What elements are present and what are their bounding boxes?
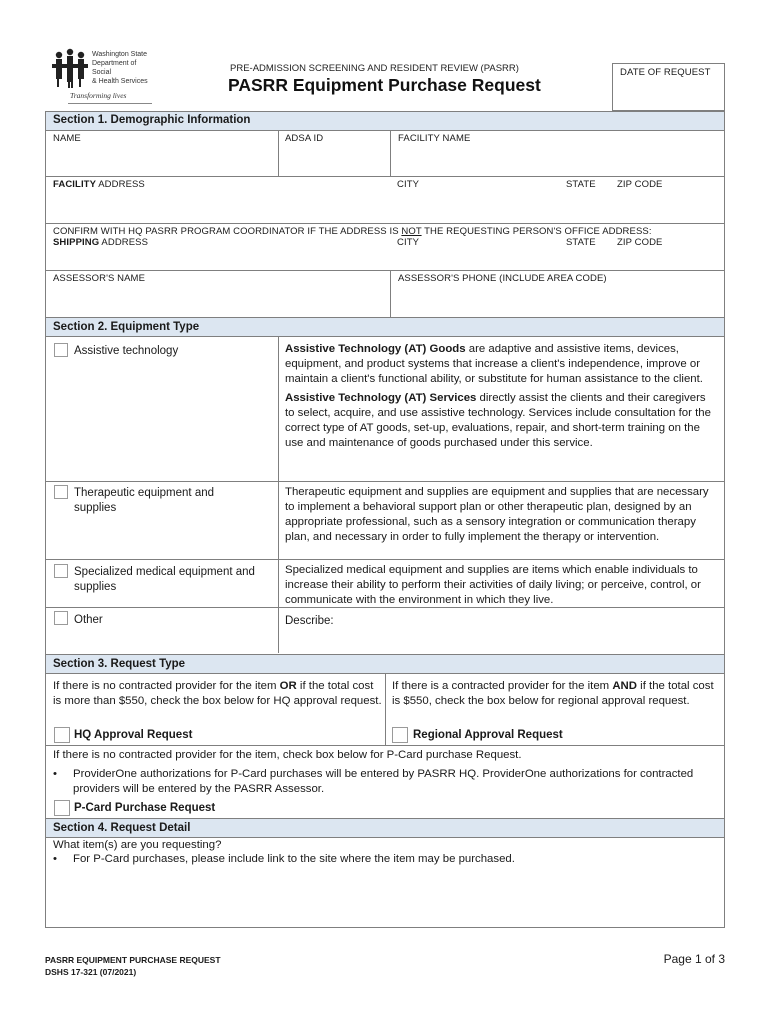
facility-name-label: FACILITY NAME bbox=[398, 133, 471, 144]
facility-address-label bbox=[53, 179, 145, 190]
left-pre: If there is no contracted provider for the item bbox=[53, 680, 280, 692]
assistive-technology-checkbox[interactable] bbox=[54, 343, 68, 357]
specialized-medical-description: Specialized medical equipment and supplies are items which enable individuals to increase their ability to perform their activities of daily living; or perceive, control, or communicate with the environment in which they live. bbox=[285, 564, 701, 606]
logo-line-1: Washington State bbox=[92, 51, 147, 58]
hq-criteria-text bbox=[53, 679, 383, 709]
people-logo-icon bbox=[52, 48, 88, 88]
confirm-post: THE REQUESTING PERSON'S OFFICE ADDRESS: bbox=[421, 226, 652, 237]
request-detail-field[interactable] bbox=[46, 838, 724, 927]
adsa-id-field[interactable] bbox=[279, 131, 390, 175]
section-1-title: Section 1. Demographic Information bbox=[53, 114, 251, 126]
shipping-address-field[interactable] bbox=[46, 224, 724, 270]
assessor-phone-label: ASSESSOR'S PHONE (INCLUDE AREA CODE) bbox=[398, 273, 607, 284]
right-bold: AND bbox=[612, 680, 638, 692]
regional-approval-option[interactable] bbox=[386, 726, 724, 745]
assessor-name-label: ASSESSOR'S NAME bbox=[53, 273, 146, 284]
specialized-medical-option[interactable] bbox=[46, 560, 278, 607]
dshs-logo bbox=[52, 48, 152, 104]
assessor-name-field[interactable] bbox=[46, 271, 390, 317]
facility-address-rest: ADDRESS bbox=[96, 179, 145, 190]
at-services-paragraph bbox=[285, 391, 717, 451]
program-name: PRE-ADMISSION SCREENING AND RESIDENT REVIEW (PASRR) bbox=[230, 63, 519, 74]
regional-approval-checkbox[interactable] bbox=[392, 727, 408, 743]
other-label: Other bbox=[74, 614, 103, 626]
therapeutic-description: Therapeutic equipment and supplies are equipment and supplies that are necessary to implement a behavioral support plan or other therapeutic plan, designed by an appropriate professional, such as a sensory integration or communication therapy plan, and necessary in order to fully implement the therapy or intervention. bbox=[285, 486, 709, 543]
shipping-address-bold: SHIPPING bbox=[53, 237, 100, 248]
therapeutic-equipment-checkbox[interactable] bbox=[54, 485, 68, 499]
footer-form-number: DSHS 17-321 (07/2021) bbox=[45, 967, 137, 977]
confirm-pre: CONFIRM WITH HQ PASRR PROGRAM COORDINATOR IF THE ADDRESS IS bbox=[53, 226, 402, 237]
pcard-bullet-text: ProviderOne authorizations for P-Card purchases will be entered by PASRR HQ. ProviderOne authorizations for contracted providers will be entered by the PASRR Assessor. bbox=[73, 768, 694, 795]
request-bullet-text: For P-Card purchases, please include link to the site where the item may be purchased. bbox=[73, 853, 515, 865]
pcard-purchase-label: P-Card Purchase Request bbox=[74, 802, 216, 814]
assistive-technology-option[interactable] bbox=[46, 338, 278, 481]
describe-label: Describe: bbox=[285, 615, 334, 627]
section-3-header bbox=[46, 654, 724, 674]
city-label: CITY bbox=[397, 179, 420, 190]
zip-label: ZIP CODE bbox=[617, 179, 663, 190]
at-services-text: directly assist the clients and their caregivers to select, acquire, and use assistive technology. Services include consultation for the correct type of AT goods, set-up, evaluations, repair, and short-term training on the use and maintenance of goods purchased under this service. bbox=[285, 392, 711, 449]
specialized-medical-checkbox[interactable] bbox=[54, 564, 68, 578]
other-option[interactable] bbox=[46, 608, 278, 653]
section-1-header bbox=[46, 112, 724, 131]
pcard-purchase-option[interactable] bbox=[46, 799, 724, 818]
zip-label-2: ZIP CODE bbox=[617, 237, 663, 248]
right-post: if the total cost is $550, check the box below for regional approval request. bbox=[392, 680, 714, 707]
request-bullet: • For P-Card purchases, please include link to the site where the item may be purchased. bbox=[53, 852, 713, 867]
section-3-title: Section 3. Request Type bbox=[53, 658, 186, 670]
section-2-header bbox=[46, 317, 724, 337]
section-2-title: Section 2. Equipment Type bbox=[53, 321, 200, 333]
page-number: Page 1 of 3 bbox=[663, 952, 725, 966]
at-goods-bold: Assistive Technology (AT) Goods bbox=[285, 343, 466, 355]
left-post: if the total cost is more than $550, check the box below for HQ approval request. bbox=[53, 680, 382, 707]
facility-name-field[interactable] bbox=[391, 131, 724, 175]
regional-approval-label: Regional Approval Request bbox=[413, 729, 563, 741]
shipping-address-label bbox=[53, 237, 148, 248]
shipping-address-rest: ADDRESS bbox=[99, 237, 149, 248]
hq-approval-option[interactable] bbox=[46, 726, 385, 745]
name-label: NAME bbox=[53, 133, 81, 144]
at-goods-paragraph bbox=[285, 342, 717, 387]
therapeutic-equipment-label: Therapeutic equipment and supplies bbox=[74, 487, 215, 514]
assessor-phone-field[interactable] bbox=[391, 271, 724, 317]
at-services-bold: Assistive Technology (AT) Services bbox=[285, 392, 477, 404]
therapeutic-equipment-option[interactable] bbox=[46, 482, 278, 559]
state-label: STATE bbox=[566, 179, 596, 190]
hq-approval-checkbox[interactable] bbox=[54, 727, 70, 743]
name-field[interactable] bbox=[46, 131, 278, 175]
confirm-note bbox=[53, 226, 652, 237]
section-4-title: Section 4. Request Detail bbox=[53, 822, 191, 834]
at-description bbox=[285, 342, 717, 451]
describe-field[interactable] bbox=[279, 608, 724, 653]
pcard-bullet: • ProviderOne authorizations for P-Card purchases will be entered by PASRR HQ. ProviderOne authorizations for contracted providers will be entered by the PASRR Assessor. bbox=[53, 767, 718, 797]
facility-address-bold: FACILITY bbox=[53, 179, 97, 190]
other-checkbox[interactable] bbox=[54, 611, 68, 625]
logo-line-3: & Health Services bbox=[92, 78, 148, 85]
city-label-2: CITY bbox=[397, 237, 420, 248]
hq-approval-label: HQ Approval Request bbox=[74, 729, 193, 741]
footer-form-name: PASRR EQUIPMENT PURCHASE REQUEST bbox=[45, 955, 221, 965]
confirm-not: NOT bbox=[401, 226, 422, 237]
facility-address-field[interactable] bbox=[46, 177, 724, 223]
page-title: PASRR Equipment Purchase Request bbox=[228, 75, 541, 95]
state-label-2: STATE bbox=[566, 237, 596, 248]
adsa-id-label: ADSA ID bbox=[285, 133, 324, 144]
logo-tagline: Transforming lives bbox=[70, 91, 127, 100]
right-pre: If there is a contracted provider for the item bbox=[392, 680, 613, 692]
section-4-header bbox=[46, 818, 724, 838]
date-of-request-label: DATE OF REQUEST bbox=[620, 67, 711, 78]
left-bold: OR bbox=[279, 680, 297, 692]
regional-criteria-text bbox=[392, 679, 717, 709]
date-of-request-field[interactable] bbox=[612, 63, 725, 111]
logo-line-2: Department of Social bbox=[92, 60, 137, 76]
pcard-intro: If there is no contracted provider for the item, check box below for P-Card purchase Request. bbox=[53, 749, 522, 761]
assistive-technology-label: Assistive technology bbox=[74, 345, 179, 357]
specialized-medical-label: Specialized medical equipment and supplies bbox=[74, 566, 255, 593]
at-goods-text: are adaptive and assistive items, devices, equipment, and product systems that increase a client's independence, improve or maintain a client's functional ability, or substitute for human assistance to the client. bbox=[285, 343, 703, 385]
request-question: What item(s) are you requesting? bbox=[53, 839, 222, 851]
pcard-purchase-checkbox[interactable] bbox=[54, 800, 70, 816]
